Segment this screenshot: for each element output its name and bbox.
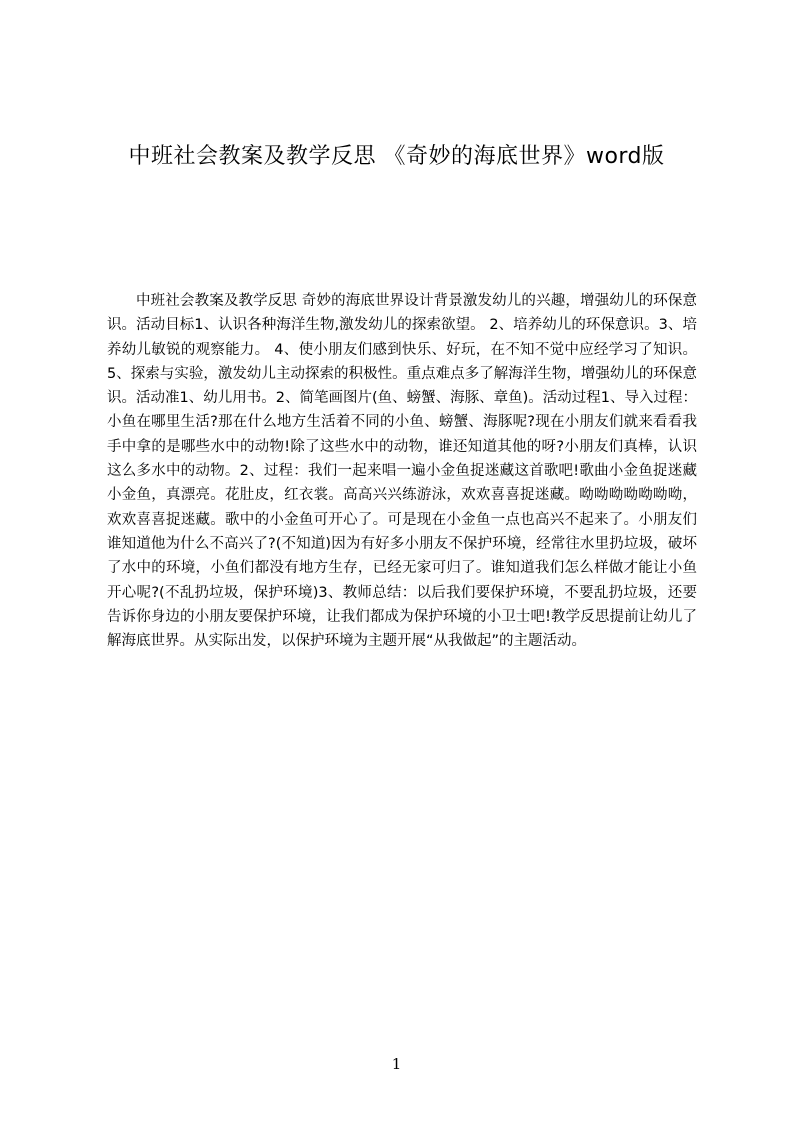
- page-number: 1: [391, 1055, 402, 1073]
- document-body-paragraph: 中班社会教案及教学反思 奇妙的海底世界设计背景激发幼儿的兴趣，增强幼儿的环保意识。活动目标1、认识各种海洋生物,激发幼儿的探索欲望。 2、培养幼儿的环保意识。3、培养幼儿敏锐的观察能力。 4、使小朋友们感到快乐、好玩，在不知不觉中应经学习了知识。5、探索与实验，激发幼儿主动探索的积极性。重点难点多了解海洋生物，增强幼儿的环保意识。活动准1、幼儿用书。2、简笔画图片(鱼、螃蟹、海豚、章鱼)。活动过程1、导入过程：小鱼在哪里生活?那在什么地方生活着不同的小鱼、螃蟹、海豚呢?现在小朋友们就来看看我手中拿的是哪些水中的动物!除了这些水中的动物，谁还知道其他的呀?小朋友们真棒，认识这么多水中的动物。2、过程：我们一起来唱一遍小金鱼捉迷藏这首歌吧!歌曲小金鱼捉迷藏小金鱼，真漂亮。花肚皮，红衣裳。高高兴兴练游泳，欢欢喜喜捉迷藏。呦呦呦呦呦呦呦，欢欢喜喜捉迷藏。歌中的小金鱼可开心了。可是现在小金鱼一点也高兴不起来了。小朋友们谁知道他为什么不高兴了?(不知道)因为有好多小朋友不保护环境，经常往水里扔垃圾，破坏了水中的环境，小鱼们都没有地方生存，已经无家可归了。谁知道我们怎么样做才能让小鱼开心呢?(不乱扔垃圾，保护环境)3、教师总结：以后我们要保护环境，不要乱扔垃圾，还要告诉你身边的小朋友要保护环境，让我们都成为保护环境的小卫士吧!教学反思提前让幼儿了解海底世界。从实际出发，以保护环境为主题开展“从我做起”的主题活动。: [107, 293, 697, 650]
- document-title: 中班社会教案及教学反思 《奇妙的海底世界》word版: [128, 144, 665, 169]
